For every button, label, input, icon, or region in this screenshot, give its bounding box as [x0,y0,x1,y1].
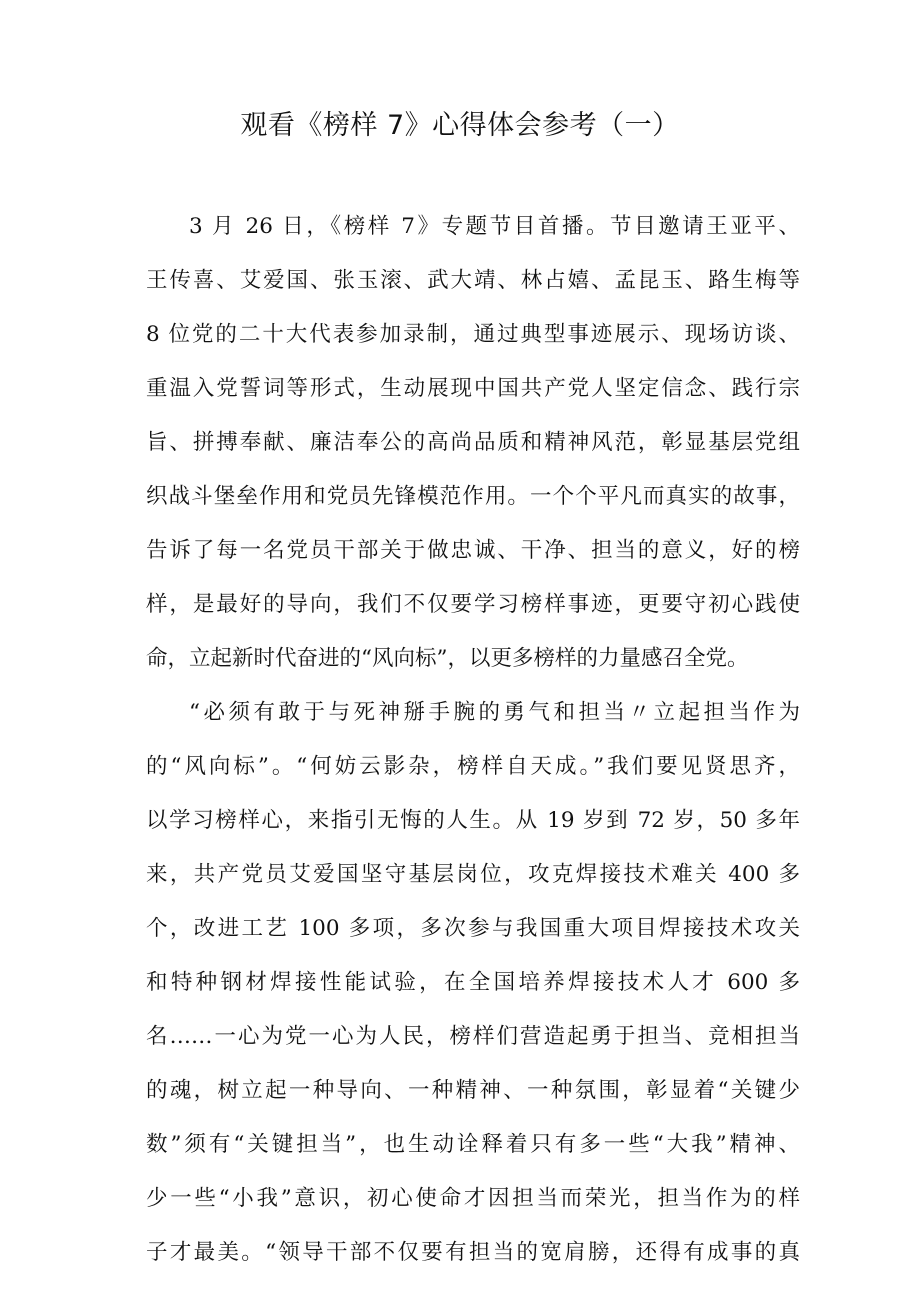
text-line: 以学习榜样心，来指引无悔的人生。从 19 岁到 72 岁，50 多年 [146,808,800,833]
text-line: 来，共产党员艾爱国坚守基层岗位，攻克焊接技术难关 400 多 [146,862,800,887]
paragraph [146,686,800,1280]
text-line: 数”须有“关键担当”，也生动诠释着只有多一些“大我”精神、 [146,1132,800,1157]
document-body [146,200,800,1280]
text-line: 旨、拼搏奉献、廉洁奉公的高尚品质和精神风范，彰显基层党组 [146,430,800,455]
text-line: 王传喜、艾爱国、张玉滚、武大靖、林占嬉、孟昆玉、路生梅等 [146,268,800,293]
text-line: 8 位党的二十大代表参加录制，通过典型事迹展示、现场访谈、 [146,322,800,347]
text-line: 命，立起新时代奋进的“风向标”，以更多榜样的力量感召全党。 [146,646,749,671]
text-line: 个，改进工艺 100 多项，多次参与我国重大项目焊接技术攻关 [146,916,800,941]
text-line: 名……一心为党一心为人民，榜样们营造起勇于担当、竞相担当 [146,1024,800,1049]
text-line: 少一些“小我”意识，初心使命才因担当而荣光，担当作为的样 [146,1186,800,1211]
text-line: 3 月 26 日，《榜样 7》专题节目首播。节目邀请王亚平、 [189,214,800,239]
text-line: 子才最美。“领导干部不仅要有担当的宽肩膀，还得有成事的真 [146,1240,800,1265]
text-line: 重温入党誓词等形式，生动展现中国共产党人坚定信念、践行宗 [146,376,800,401]
paragraph [146,200,800,686]
text-line: 织战斗堡垒作用和党员先锋模范作用。一个个平凡而真实的故事， [146,484,800,509]
text-line: 告诉了每一名党员干部关于做忠诚、干净、担当的意义，好的榜 [146,538,800,563]
text-line: “必须有敢于与死神掰手腕的勇气和担当〃立起担当作为 [189,700,800,725]
text-line: 的魂，树立起一种导向、一种精神、一种氛围，彰显着“关键少 [146,1078,800,1103]
text-line: 的“风向标”。“何妨云影杂，榜样自天成。”我们要见贤思齐， [146,754,800,779]
text-line: 和特种钢材焊接性能试验，在全国培养焊接技术人才 600 多 [146,970,800,995]
text-line: 样，是最好的导向，我们不仅要学习榜样事迹，更要守初心践使 [146,592,800,617]
document-title: 观看《榜样 7》心得体会参考（一） [240,110,680,141]
